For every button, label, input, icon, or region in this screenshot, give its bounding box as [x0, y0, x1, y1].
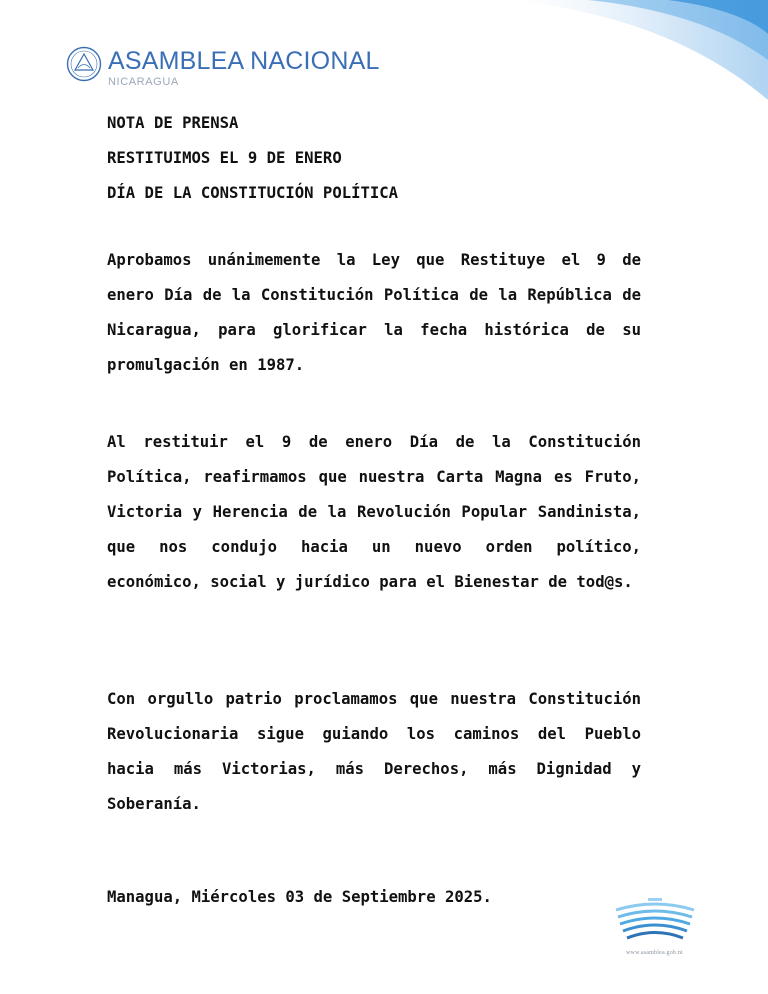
organization-name: ASAMBLEA NACIONAL	[108, 47, 380, 75]
dateline: Managua, Miércoles 03 de Septiembre 2025.	[107, 887, 492, 906]
national-seal-icon	[66, 46, 102, 82]
paragraph-restitution: Al restituir el 9 de enero Día de la Constitución Política, reafirmamos que nuestra Carta Magna es Fruto, Victoria y Herencia de la Revolución Popular Sandinista, que nos condujo hacia un nuevo orden político, económico, social y jurídico para el Bienestar de tod@s.	[107, 433, 641, 591]
footer-website: www.asamblea.gob.ni	[626, 950, 683, 956]
press-release-body	[107, 106, 641, 906]
heading-type: NOTA DE PRENSA	[107, 114, 239, 132]
paragraph-proclamation: Con orgullo patrio proclamamos que nuestra Constitución Revolucionaria sigue guiando los caminos del Pueblo hacia más Victorias, más Derechos, más Dignidad y Soberanía.	[107, 690, 641, 813]
letterhead	[66, 46, 380, 88]
brand-block	[108, 46, 380, 88]
heading-title: RESTITUIMOS EL 9 DE ENERO	[107, 149, 342, 167]
heading-subtitle: DÍA DE LA CONSTITUCIÓN POLÍTICA	[107, 184, 399, 202]
corner-swoosh-decoration	[468, 0, 768, 110]
organization-country: NICARAGUA	[108, 76, 179, 88]
paragraph-approval: Aprobamos unánimemente la Ley que Restituye el 9 de enero Día de la Constitución Política de la República de Nicaragua, para glorificar la fecha histórica de su promulgación en 1987.	[107, 251, 641, 374]
assembly-hemicycle-icon	[612, 896, 698, 946]
